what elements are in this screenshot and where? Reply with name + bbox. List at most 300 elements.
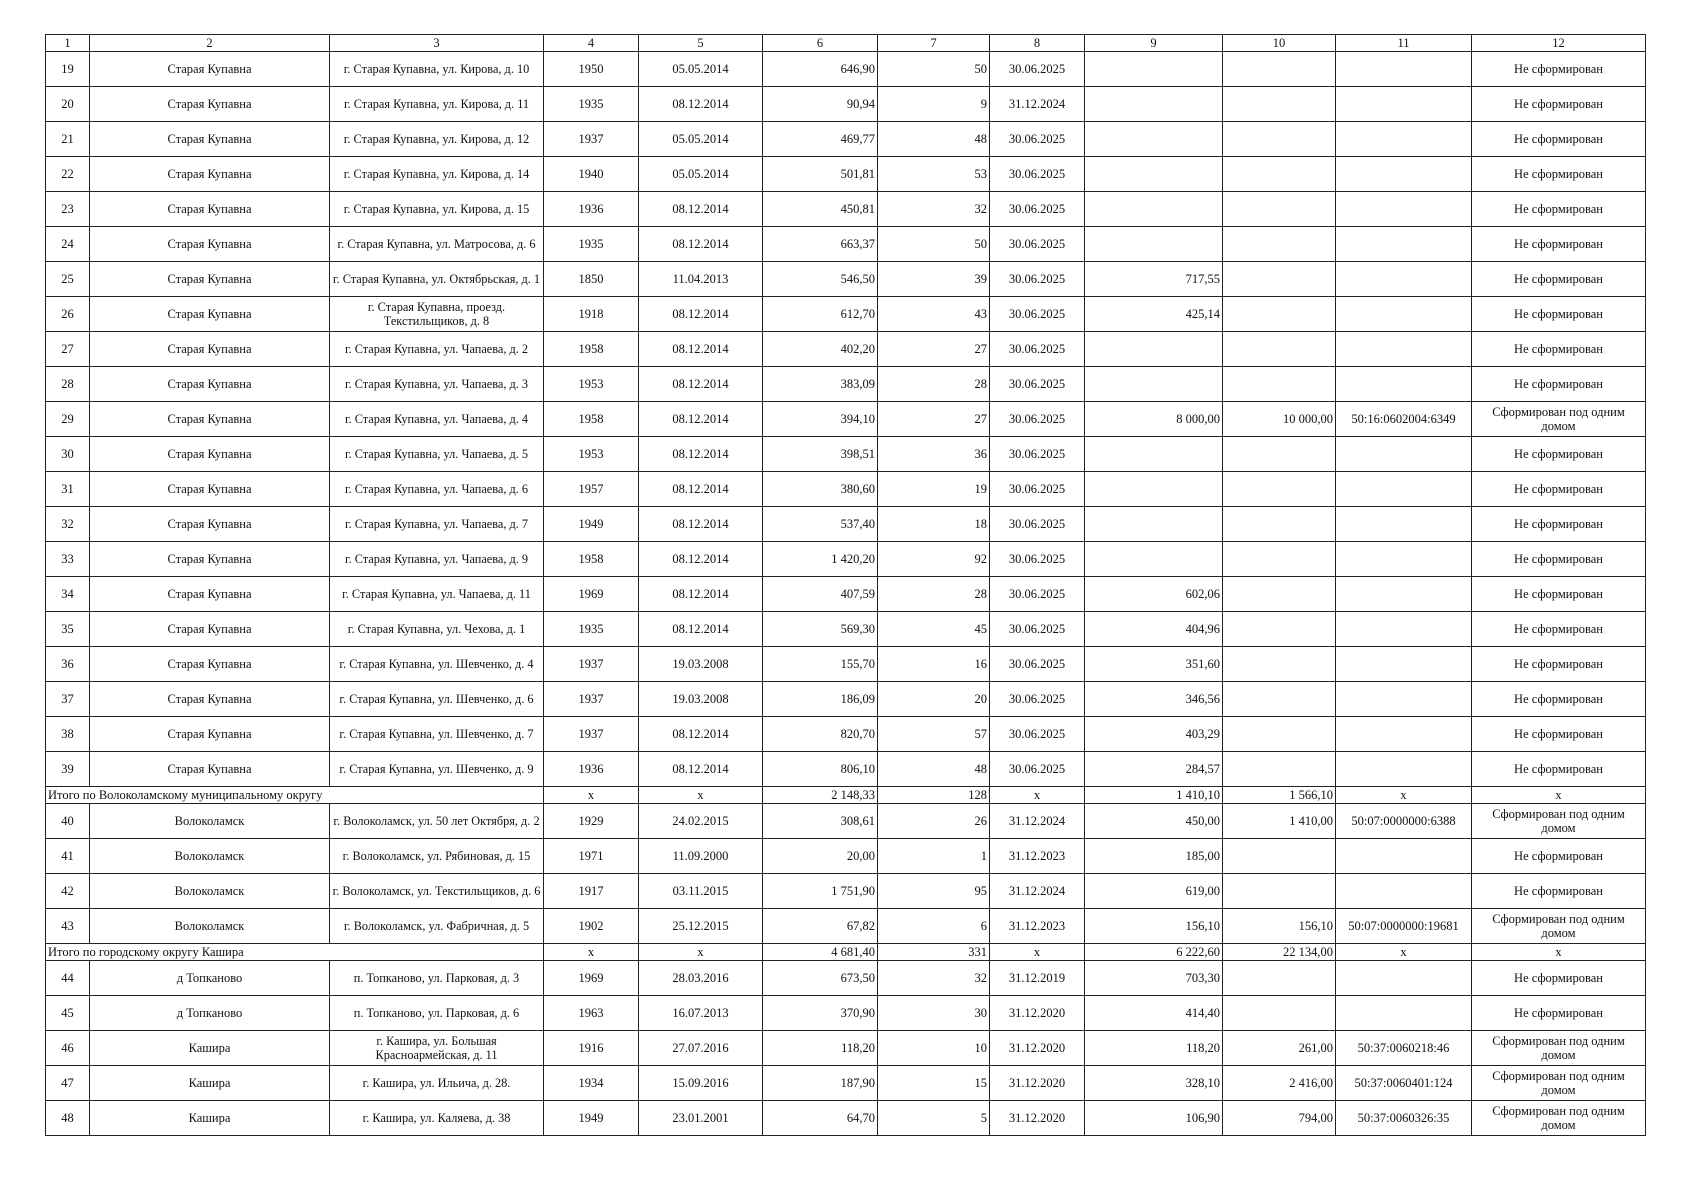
table-row	[46, 1101, 1646, 1136]
locality: Старая Купавна	[90, 542, 330, 577]
column-10-value: 156,10	[1223, 909, 1336, 944]
table-row	[46, 612, 1646, 647]
deadline-date: 30.06.2025	[990, 402, 1085, 437]
row-number: 37	[46, 682, 90, 717]
cadastral-number	[1336, 227, 1472, 262]
deadline-date: 31.12.2020	[990, 996, 1085, 1031]
area: 673,50	[763, 961, 878, 996]
row-number: 46	[46, 1031, 90, 1066]
locality: Старая Купавна	[90, 472, 330, 507]
build-year: 1937	[544, 647, 639, 682]
land-plot-status: Не сформирован	[1472, 192, 1646, 227]
address: г. Старая Купавна, ул. Чапаева, д. 9	[330, 542, 544, 577]
row-number: 38	[46, 717, 90, 752]
cadastral-number	[1336, 874, 1472, 909]
area: 186,09	[763, 682, 878, 717]
residents-count: 50	[878, 227, 990, 262]
row-number: 43	[46, 909, 90, 944]
column-10-value: 1 410,00	[1223, 804, 1336, 839]
table-row	[46, 122, 1646, 157]
area: 546,50	[763, 262, 878, 297]
deadline-date: 31.12.2024	[990, 87, 1085, 122]
area: 537,40	[763, 507, 878, 542]
locality: Кашира	[90, 1031, 330, 1066]
area: 67,82	[763, 909, 878, 944]
build-year: 1934	[544, 1066, 639, 1101]
column-header: 2	[90, 35, 330, 52]
area: 407,59	[763, 577, 878, 612]
column-9-value: 118,20	[1085, 1031, 1223, 1066]
address: г. Старая Купавна, ул. Чехова, д. 1	[330, 612, 544, 647]
column-10-value	[1223, 647, 1336, 682]
build-year: 1957	[544, 472, 639, 507]
deadline-date: 30.06.2025	[990, 472, 1085, 507]
table-row	[46, 752, 1646, 787]
residents-count: 32	[878, 961, 990, 996]
table-row	[46, 157, 1646, 192]
column-9-value	[1085, 437, 1223, 472]
deadline-date: 30.06.2025	[990, 647, 1085, 682]
build-year: 1929	[544, 804, 639, 839]
column-10-value	[1223, 437, 1336, 472]
build-year: 1953	[544, 437, 639, 472]
subtotal-row	[46, 944, 1646, 961]
area: 20,00	[763, 839, 878, 874]
land-plot-status: Не сформирован	[1472, 647, 1646, 682]
address: г. Старая Купавна, ул. Чапаева, д. 3	[330, 367, 544, 402]
deadline-date: 31.12.2020	[990, 1031, 1085, 1066]
column-10-value	[1223, 297, 1336, 332]
residents-count: 28	[878, 367, 990, 402]
area: 806,10	[763, 752, 878, 787]
residents-count: 39	[878, 262, 990, 297]
address: г. Старая Купавна, ул. Кирова, д. 10	[330, 52, 544, 87]
cadastral-number: 50:37:0060218:46	[1336, 1031, 1472, 1066]
residents-count: 45	[878, 612, 990, 647]
residents-count: 57	[878, 717, 990, 752]
residents-count: 48	[878, 122, 990, 157]
land-plot-status: Сформирован под одним домом	[1472, 1101, 1646, 1136]
column-10-value	[1223, 472, 1336, 507]
table-row	[46, 192, 1646, 227]
column-9-value: 6 222,60	[1085, 944, 1223, 961]
deadline-date: 30.06.2025	[990, 717, 1085, 752]
area: 2 148,33	[763, 787, 878, 804]
cadastral-number	[1336, 612, 1472, 647]
column-10-value: 10 000,00	[1223, 402, 1336, 437]
residents-count: 16	[878, 647, 990, 682]
column-9-value	[1085, 52, 1223, 87]
row-number: 28	[46, 367, 90, 402]
table-row	[46, 367, 1646, 402]
column-9-value	[1085, 122, 1223, 157]
table-row	[46, 227, 1646, 262]
column-10-value	[1223, 122, 1336, 157]
recognition-date: 05.05.2014	[639, 52, 763, 87]
locality: Старая Купавна	[90, 402, 330, 437]
cadastral-number	[1336, 157, 1472, 192]
column-10-value	[1223, 262, 1336, 297]
locality: Старая Купавна	[90, 577, 330, 612]
recognition-date: 08.12.2014	[639, 542, 763, 577]
locality: Старая Купавна	[90, 262, 330, 297]
column-9-value: 328,10	[1085, 1066, 1223, 1101]
cadastral-number	[1336, 437, 1472, 472]
deadline-date: х	[990, 787, 1085, 804]
deadline-date: 31.12.2024	[990, 804, 1085, 839]
row-number: 35	[46, 612, 90, 647]
locality: д Топканово	[90, 996, 330, 1031]
land-plot-status: Не сформирован	[1472, 717, 1646, 752]
residents-count: 331	[878, 944, 990, 961]
cadastral-number	[1336, 682, 1472, 717]
locality: Волоколамск	[90, 874, 330, 909]
column-10-value	[1223, 839, 1336, 874]
column-10-value	[1223, 996, 1336, 1031]
recognition-date: 11.09.2000	[639, 839, 763, 874]
build-year: 1950	[544, 52, 639, 87]
column-9-value	[1085, 507, 1223, 542]
recognition-date: 28.03.2016	[639, 961, 763, 996]
deadline-date: 30.06.2025	[990, 437, 1085, 472]
deadline-date: 30.06.2025	[990, 227, 1085, 262]
deadline-date: 30.06.2025	[990, 507, 1085, 542]
column-10-value	[1223, 367, 1336, 402]
area: 398,51	[763, 437, 878, 472]
area: 402,20	[763, 332, 878, 367]
cadastral-number	[1336, 577, 1472, 612]
area: 450,81	[763, 192, 878, 227]
row-number: 40	[46, 804, 90, 839]
cadastral-number	[1336, 752, 1472, 787]
column-header: 4	[544, 35, 639, 52]
recognition-date: 08.12.2014	[639, 612, 763, 647]
recognition-date: 08.12.2014	[639, 472, 763, 507]
column-9-value	[1085, 227, 1223, 262]
table-row	[46, 647, 1646, 682]
address: г. Волоколамск, ул. 50 лет Октября, д. 2	[330, 804, 544, 839]
land-plot-status: Не сформирован	[1472, 996, 1646, 1031]
residents-count: 27	[878, 402, 990, 437]
column-10-value	[1223, 612, 1336, 647]
recognition-date: х	[639, 787, 763, 804]
table-row	[46, 1031, 1646, 1066]
locality: Старая Купавна	[90, 752, 330, 787]
residents-count: 15	[878, 1066, 990, 1101]
column-9-value: 8 000,00	[1085, 402, 1223, 437]
recognition-date: 25.12.2015	[639, 909, 763, 944]
row-number: 32	[46, 507, 90, 542]
area: 1 420,20	[763, 542, 878, 577]
column-9-value: 414,40	[1085, 996, 1223, 1031]
column-9-value	[1085, 367, 1223, 402]
address: г. Кашира, ул. Каляева, д. 38	[330, 1101, 544, 1136]
table-row	[46, 507, 1646, 542]
build-year: 1958	[544, 402, 639, 437]
address: г. Кашира, ул. Большая Красноармейская, д. 11	[330, 1031, 544, 1066]
cadastral-number	[1336, 472, 1472, 507]
column-9-value: 425,14	[1085, 297, 1223, 332]
recognition-date: 15.09.2016	[639, 1066, 763, 1101]
locality: Старая Купавна	[90, 227, 330, 262]
land-plot-status: Сформирован под одним домом	[1472, 804, 1646, 839]
cadastral-number	[1336, 332, 1472, 367]
column-10-value	[1223, 157, 1336, 192]
build-year: 1958	[544, 542, 639, 577]
subtotal-label: Итого по Волоколамскому муниципальному округу	[46, 787, 544, 804]
locality: Старая Купавна	[90, 157, 330, 192]
area: 90,94	[763, 87, 878, 122]
column-9-value: 346,56	[1085, 682, 1223, 717]
land-plot-status: Не сформирован	[1472, 961, 1646, 996]
column-9-value	[1085, 87, 1223, 122]
column-header: 3	[330, 35, 544, 52]
column-10-value: 22 134,00	[1223, 944, 1336, 961]
row-number: 19	[46, 52, 90, 87]
cadastral-number	[1336, 717, 1472, 752]
column-9-value: 1 410,10	[1085, 787, 1223, 804]
column-10-value: 2 416,00	[1223, 1066, 1336, 1101]
row-number: 36	[46, 647, 90, 682]
address: г. Старая Купавна, ул. Шевченко, д. 6	[330, 682, 544, 717]
land-plot-status: Не сформирован	[1472, 752, 1646, 787]
recognition-date: 05.05.2014	[639, 157, 763, 192]
column-9-value	[1085, 542, 1223, 577]
area: 155,70	[763, 647, 878, 682]
address: г. Волоколамск, ул. Текстильщиков, д. 6	[330, 874, 544, 909]
deadline-date: 31.12.2024	[990, 874, 1085, 909]
area: 663,37	[763, 227, 878, 262]
build-year: 1937	[544, 717, 639, 752]
recognition-date: 08.12.2014	[639, 752, 763, 787]
recognition-date: 08.12.2014	[639, 717, 763, 752]
address: п. Топканово, ул. Парковая, д. 6	[330, 996, 544, 1031]
column-9-value: 703,30	[1085, 961, 1223, 996]
column-9-value: 351,60	[1085, 647, 1223, 682]
row-number: 33	[46, 542, 90, 577]
build-year: 1953	[544, 367, 639, 402]
cadastral-number	[1336, 52, 1472, 87]
deadline-date: 30.06.2025	[990, 122, 1085, 157]
locality: Кашира	[90, 1066, 330, 1101]
land-plot-status: Сформирован под одним домом	[1472, 909, 1646, 944]
column-9-value: 619,00	[1085, 874, 1223, 909]
table-row	[46, 297, 1646, 332]
cadastral-number	[1336, 367, 1472, 402]
address: г. Старая Купавна, ул. Чапаева, д. 7	[330, 507, 544, 542]
table-row	[46, 542, 1646, 577]
column-9-value: 450,00	[1085, 804, 1223, 839]
address: г. Старая Купавна, ул. Чапаева, д. 4	[330, 402, 544, 437]
locality: Старая Купавна	[90, 682, 330, 717]
land-plot-status: Не сформирован	[1472, 612, 1646, 647]
cadastral-number: 50:37:0060326:35	[1336, 1101, 1472, 1136]
cadastral-number	[1336, 262, 1472, 297]
address: г. Старая Купавна, проезд. Текстильщиков, д. 8	[330, 297, 544, 332]
cadastral-number	[1336, 647, 1472, 682]
locality: Старая Купавна	[90, 122, 330, 157]
address: г. Старая Купавна, ул. Шевченко, д. 4	[330, 647, 544, 682]
deadline-date: х	[990, 944, 1085, 961]
column-9-value: 404,96	[1085, 612, 1223, 647]
column-9-value: 602,06	[1085, 577, 1223, 612]
area: 612,70	[763, 297, 878, 332]
build-year: 1936	[544, 752, 639, 787]
column-9-value: 185,00	[1085, 839, 1223, 874]
recognition-date: 03.11.2015	[639, 874, 763, 909]
cadastral-number	[1336, 122, 1472, 157]
residents-count: 26	[878, 804, 990, 839]
locality: Старая Купавна	[90, 612, 330, 647]
deadline-date: 30.06.2025	[990, 612, 1085, 647]
locality: д Топканово	[90, 961, 330, 996]
row-number: 48	[46, 1101, 90, 1136]
column-9-value: 717,55	[1085, 262, 1223, 297]
area: 394,10	[763, 402, 878, 437]
cadastral-number: 50:37:0060401:124	[1336, 1066, 1472, 1101]
row-number: 42	[46, 874, 90, 909]
table-row	[46, 909, 1646, 944]
recognition-date: 08.12.2014	[639, 367, 763, 402]
locality: Старая Купавна	[90, 297, 330, 332]
row-number: 22	[46, 157, 90, 192]
land-plot-status: Не сформирован	[1472, 332, 1646, 367]
subtotal-row	[46, 787, 1646, 804]
residents-count: 95	[878, 874, 990, 909]
table-row	[46, 804, 1646, 839]
cadastral-number: х	[1336, 944, 1472, 961]
cadastral-number: х	[1336, 787, 1472, 804]
column-10-value	[1223, 874, 1336, 909]
residents-count: 28	[878, 577, 990, 612]
area: 469,77	[763, 122, 878, 157]
table-row	[46, 402, 1646, 437]
row-number: 31	[46, 472, 90, 507]
row-number: 26	[46, 297, 90, 332]
recognition-date: 08.12.2014	[639, 192, 763, 227]
column-10-value: 794,00	[1223, 1101, 1336, 1136]
column-10-value: 261,00	[1223, 1031, 1336, 1066]
column-header: 11	[1336, 35, 1472, 52]
address: г. Старая Купавна, ул. Чапаева, д. 5	[330, 437, 544, 472]
residents-count: 9	[878, 87, 990, 122]
column-9-value	[1085, 192, 1223, 227]
row-number: 20	[46, 87, 90, 122]
area: 569,30	[763, 612, 878, 647]
table-row	[46, 472, 1646, 507]
land-plot-status: Не сформирован	[1472, 122, 1646, 157]
row-number: 47	[46, 1066, 90, 1101]
build-year: 1935	[544, 612, 639, 647]
recognition-date: 08.12.2014	[639, 297, 763, 332]
locality: Волоколамск	[90, 909, 330, 944]
land-plot-status: Не сформирован	[1472, 157, 1646, 192]
land-plot-status: Не сформирован	[1472, 472, 1646, 507]
land-plot-status: Не сформирован	[1472, 682, 1646, 717]
address: г. Старая Купавна, ул. Матросова, д. 6	[330, 227, 544, 262]
column-10-value	[1223, 961, 1336, 996]
land-plot-status: Сформирован под одним домом	[1472, 402, 1646, 437]
locality: Волоколамск	[90, 839, 330, 874]
area: 370,90	[763, 996, 878, 1031]
build-year: 1936	[544, 192, 639, 227]
recognition-date: 19.03.2008	[639, 647, 763, 682]
locality: Старая Купавна	[90, 717, 330, 752]
deadline-date: 30.06.2025	[990, 332, 1085, 367]
land-plot-status: Не сформирован	[1472, 542, 1646, 577]
column-10-value	[1223, 577, 1336, 612]
residents-count: 92	[878, 542, 990, 577]
land-plot-status: Не сформирован	[1472, 367, 1646, 402]
residents-count: 19	[878, 472, 990, 507]
locality: Старая Купавна	[90, 332, 330, 367]
build-year: 1940	[544, 157, 639, 192]
land-plot-status: Не сформирован	[1472, 874, 1646, 909]
deadline-date: 30.06.2025	[990, 367, 1085, 402]
build-year: 1917	[544, 874, 639, 909]
address: г. Волоколамск, ул. Фабричная, д. 5	[330, 909, 544, 944]
address: г. Старая Купавна, ул. Кирова, д. 15	[330, 192, 544, 227]
recognition-date: х	[639, 944, 763, 961]
build-year: 1949	[544, 1101, 639, 1136]
column-10-value	[1223, 717, 1336, 752]
table-row	[46, 996, 1646, 1031]
address: г. Старая Купавна, ул. Чапаева, д. 6	[330, 472, 544, 507]
build-year: 1918	[544, 297, 639, 332]
build-year: х	[544, 944, 639, 961]
column-10-value	[1223, 192, 1336, 227]
deadline-date: 30.06.2025	[990, 752, 1085, 787]
column-10-value	[1223, 227, 1336, 262]
column-header: 7	[878, 35, 990, 52]
column-header: 9	[1085, 35, 1223, 52]
residents-count: 48	[878, 752, 990, 787]
area: 187,90	[763, 1066, 878, 1101]
residents-count: 128	[878, 787, 990, 804]
column-header: 5	[639, 35, 763, 52]
locality: Кашира	[90, 1101, 330, 1136]
recognition-date: 05.05.2014	[639, 122, 763, 157]
cadastral-number	[1336, 192, 1472, 227]
residents-count: 36	[878, 437, 990, 472]
area: 308,61	[763, 804, 878, 839]
deadline-date: 30.06.2025	[990, 192, 1085, 227]
deadline-date: 30.06.2025	[990, 577, 1085, 612]
deadline-date: 30.06.2025	[990, 297, 1085, 332]
address: г. Кашира, ул. Ильича, д. 28.	[330, 1066, 544, 1101]
column-header-row	[46, 35, 1646, 52]
deadline-date: 31.12.2020	[990, 1101, 1085, 1136]
area: 4 681,40	[763, 944, 878, 961]
build-year: 1937	[544, 682, 639, 717]
residents-count: 53	[878, 157, 990, 192]
build-year: 1971	[544, 839, 639, 874]
cadastral-number	[1336, 996, 1472, 1031]
table-row	[46, 437, 1646, 472]
locality: Волоколамск	[90, 804, 330, 839]
table-row	[46, 874, 1646, 909]
column-10-value	[1223, 507, 1336, 542]
table-row	[46, 961, 1646, 996]
cadastral-number	[1336, 961, 1472, 996]
land-plot-status: Сформирован под одним домом	[1472, 1066, 1646, 1101]
column-header: 10	[1223, 35, 1336, 52]
table-row	[46, 87, 1646, 122]
column-10-value: 1 566,10	[1223, 787, 1336, 804]
land-plot-status: Не сформирован	[1472, 507, 1646, 542]
column-9-value	[1085, 157, 1223, 192]
area: 380,60	[763, 472, 878, 507]
